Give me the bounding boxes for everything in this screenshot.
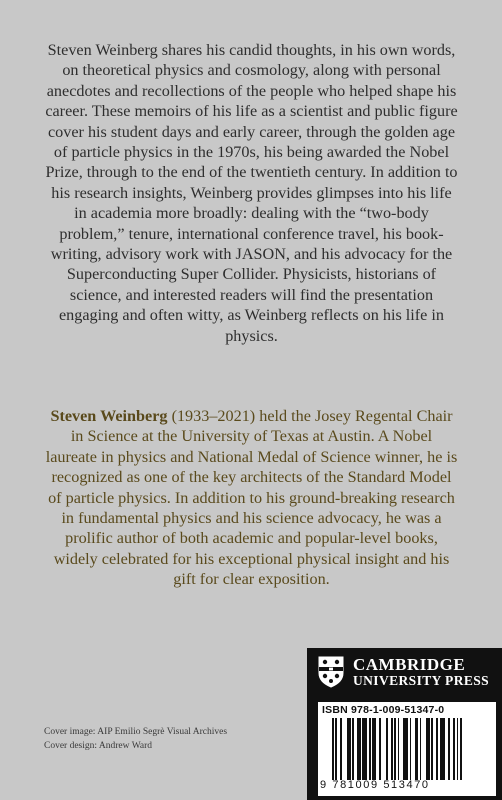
barcode-digits: 9 781009 513470 — [320, 779, 430, 791]
author-name: Steven Weinberg — [50, 407, 168, 425]
barcode-bar — [460, 718, 462, 780]
barcode-bar — [352, 718, 354, 780]
barcode-bar — [440, 718, 445, 780]
barcode-bar — [398, 718, 400, 780]
barcode-bar — [453, 718, 455, 780]
barcode-bar — [426, 718, 429, 780]
publisher-name: CAMBRIDGE — [353, 655, 466, 674]
barcode-bars — [332, 718, 492, 780]
barcode-bar — [420, 718, 422, 780]
barcode-bar — [415, 718, 418, 780]
barcode-bar — [457, 718, 459, 780]
cover-credits — [44, 725, 227, 753]
barcode-bar — [347, 718, 350, 780]
cover-design-credit: Cover design: Andrew Ward — [44, 741, 153, 751]
publisher-logo — [315, 654, 502, 692]
barcode-bar — [410, 718, 412, 780]
publisher-subname: UNIVERSITY PRESS — [353, 673, 490, 688]
barcode-bar — [391, 718, 393, 780]
cover-image-credit: Cover image: AIP Emilio Segrè Visual Archives — [44, 727, 228, 737]
barcode-bar — [431, 718, 433, 780]
barcode-bar — [369, 718, 371, 780]
barcode-bar — [448, 718, 450, 780]
barcode-bar — [394, 718, 396, 780]
barcode-bar — [332, 718, 334, 780]
author-bio-text: (1933–2021) held the Josey Regental Chair in Science at the University of Texas at Austin. A Nobel laureate in physics and National Medal of Science winner, he is recognized as one of the key architects of the Standard Model of particle physics. In addition to his ground-breaking research in fundamental physics and his science advocacy, he was a prolific author of both academic and popular-level books, widely celebrated for his exceptional physical insight and his gift for clear exposition. — [45, 407, 458, 589]
barcode-bar — [362, 718, 367, 780]
isbn-label: ISBN 978-1-009-51347-0 — [322, 704, 445, 716]
isbn-barcode — [318, 702, 496, 796]
barcode-bar — [357, 718, 360, 780]
cambridge-shield-icon — [318, 656, 344, 688]
barcode-bar — [335, 718, 337, 780]
barcode-bar — [372, 718, 375, 780]
barcode-bar — [340, 718, 342, 780]
author-bio — [44, 406, 459, 590]
publisher-block — [307, 648, 502, 800]
barcode-bar — [386, 718, 388, 780]
barcode-bar — [403, 718, 408, 780]
barcode-bar — [436, 718, 438, 780]
barcode-bar — [379, 718, 381, 780]
book-description: Steven Weinberg shares his candid thoughts, in his own words, on theoretical physics and cosmology, along with personal anecdotes and recollections of the people who helped shape his career. These memoirs of his life as a scientist and public figure cover his student days and early career, through the golden age of particle physics in the 1970s, his being awarded the Nobel Prize, through to the end of the twentieth century. In addition to his research insights, Weinberg provides glimpses into his life in academia more broadly: dealing with the “two-body problem,” tenure, international conference travel, his book-writing, advisory work with JASON, and his advocacy for the Superconducting Super Collider. Physicists, historians of science, and interested readers will find the presentation engaging and often witty, as Weinberg reflects on his life in physics. — [45, 41, 458, 345]
